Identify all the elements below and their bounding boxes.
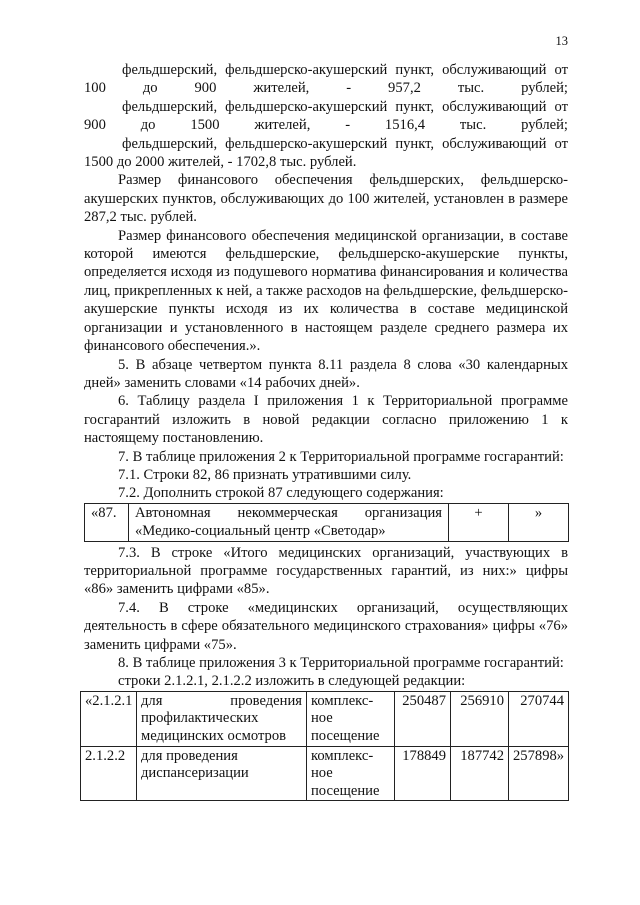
paragraph: Размер финансового обеспечения медицинской организации, в составе которой имеются фельдшерские, фельдшерско-акушерские пункты, определяется исходя из подушевого норматива финансирования и количества лиц, прикрепленных к ней, а также расходов на фельдшерские, фельдшерско-акушерские пункты исходя из их количества в составе медицинской организации и установленного в настоящем разделе среднего размера их финансового обеспечения.».	[84, 227, 568, 355]
table-cell-close: »	[509, 503, 569, 541]
unit-line: ное	[311, 765, 333, 782]
unit-line: комплекс-	[311, 747, 374, 764]
table-row	[81, 691, 569, 746]
purpose-line: медицинских осмотров	[141, 728, 287, 744]
table-cell-unit	[307, 746, 395, 801]
table-cell-purpose	[137, 691, 307, 746]
table-cell-value: 187742	[451, 746, 509, 801]
unit-line: комплекс-	[311, 692, 374, 709]
unit-line: ное	[311, 710, 333, 727]
paragraph: фельдшерский, фельдшерско-акушерский пункт, обслуживающий от 1500 до 2000 жителей, - 1702,8 тыс. рублей.	[84, 135, 568, 171]
table-cell-code: 2.1.2.2	[81, 746, 137, 801]
table-cell-organization	[129, 503, 449, 541]
table-cell-value: 256910	[451, 691, 509, 746]
paragraph: строки 2.1.2.1, 2.1.2.2 изложить в следующей редакции:	[118, 673, 466, 690]
table-cell-value: 257898»	[509, 746, 569, 801]
table-cell-value: 250487	[395, 691, 451, 746]
table-cell-number: «87.	[85, 503, 129, 541]
paragraph: Размер финансового обеспечения фельдшерских, фельдшерско-акушерских пунктов, обслуживающих до 100 жителей, установлен в размере 287,2 тыс. рублей.	[84, 172, 568, 226]
paragraph: 7.2. Дополнить строкой 87 следующего содержания:	[118, 485, 444, 502]
table-cell-mark: +	[449, 503, 509, 541]
paragraph: 7. В таблице приложения 2 к Территориальной программе госгарантий:	[118, 448, 564, 465]
paragraph: 5. В абзаце четвертом пункта 8.11 раздела 8 слова «30 календарных дней» заменить словами «14 рабочих дней».	[84, 356, 568, 391]
table-row	[85, 503, 569, 541]
organization-line-1	[135, 504, 442, 522]
table-cell-unit	[307, 691, 395, 746]
paragraph: 8. В таблице приложения 3 к Территориальной программе госгарантий:	[118, 655, 564, 671]
table-appendix-3	[80, 691, 569, 802]
unit-line: посещение	[311, 728, 380, 744]
paragraph: 6. Таблицу раздела I приложения 1 к Территориальной программе госгарантий изложить в новой редакции согласно приложению 1 к настоящему постановлению.	[84, 393, 568, 447]
purpose-line: профилактических	[141, 710, 259, 727]
paragraph: 7.1. Строки 82, 86 признать утратившими силу.	[118, 466, 412, 483]
table-row-87	[84, 503, 569, 542]
purpose-line: диспансеризации	[141, 765, 249, 782]
table-cell-value: 178849	[395, 746, 451, 801]
table-cell-code: «2.1.2.1	[81, 691, 137, 746]
organization-name-text: Автономная некоммерческая организация	[135, 504, 442, 521]
paragraph: 7.4. В строке «медицинских организаций, осуществляющих деятельность в сфере обязательного медицинского страхования» цифры «76» заменить цифрами «75».	[84, 599, 568, 653]
page-number: 13	[555, 34, 568, 48]
document-body	[84, 61, 568, 801]
paragraph: фельдшерский, фельдшерско-акушерский пункт, обслуживающий от 100 до 900 жителей, - 957,2 тыс. рублей;	[84, 62, 568, 97]
table-row	[81, 746, 569, 801]
paragraph: 7.3. В строке «Итого медицинских организаций, участвующих в территориальной программе государственных гарантий, из них:» цифры «86» заменить цифрами «85».	[84, 544, 568, 598]
paragraph: фельдшерский, фельдшерско-акушерский пункт, обслуживающий от 900 до 1500 жителей, - 1516,4 тыс. рублей;	[84, 98, 568, 134]
unit-line: посещение	[311, 782, 380, 799]
table-cell-purpose	[137, 746, 307, 801]
organization-line-2: «Медико-социальный центр «Светодар»	[135, 523, 386, 540]
table-cell-value: 270744	[509, 691, 569, 746]
purpose-line: для проведения	[141, 692, 302, 709]
purpose-line: для проведения	[141, 747, 238, 764]
